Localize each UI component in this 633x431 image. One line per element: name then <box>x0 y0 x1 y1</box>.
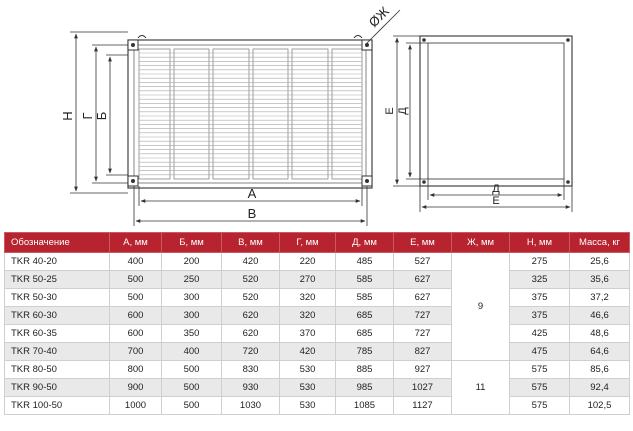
table-cell: 575 <box>510 397 570 415</box>
table-cell: 37,2 <box>570 289 630 307</box>
table-cell: 785 <box>336 343 394 361</box>
table-cell: 827 <box>394 343 452 361</box>
cell-designation: TKR 60-30 <box>5 307 110 325</box>
table-cell: 930 <box>222 379 280 397</box>
cell-designation: TKR 50-25 <box>5 271 110 289</box>
header-zh: Ж, мм <box>452 233 510 253</box>
header-n: Н, мм <box>510 233 570 253</box>
label-G: Г <box>80 112 95 120</box>
table-cell: 48,6 <box>570 325 630 343</box>
label-V: В <box>247 206 257 221</box>
table-cell: 220 <box>280 253 336 271</box>
table-row <box>5 343 630 361</box>
table-cell: 200 <box>162 253 222 271</box>
table-row <box>5 307 630 325</box>
table-cell: 500 <box>162 379 222 397</box>
header-d: Д, мм <box>336 233 394 253</box>
label-A: А <box>247 186 257 201</box>
table-cell: 420 <box>222 253 280 271</box>
table-cell: 600 <box>110 325 162 343</box>
table-cell: 627 <box>394 289 452 307</box>
table-row <box>5 397 630 415</box>
cell-designation: TKR 70-40 <box>5 343 110 361</box>
table-cell: 250 <box>162 271 222 289</box>
table-cell: 800 <box>110 361 162 379</box>
table-cell: 520 <box>222 271 280 289</box>
table-row <box>5 271 630 289</box>
table-cell: 1030 <box>222 397 280 415</box>
table-row <box>5 361 630 379</box>
table-header-row <box>5 233 630 253</box>
table-cell: 527 <box>394 253 452 271</box>
header-designation: Обозначение <box>5 233 110 253</box>
table-cell: 485 <box>336 253 394 271</box>
table-cell: 627 <box>394 271 452 289</box>
table-cell: 600 <box>110 307 162 325</box>
table-cell: 620 <box>222 325 280 343</box>
table-cell: 885 <box>336 361 394 379</box>
frame-side-view <box>420 36 572 186</box>
table-cell: 530 <box>280 361 336 379</box>
table-cell: 575 <box>510 379 570 397</box>
header-mass: Масса, кг <box>570 233 630 253</box>
table-cell: 270 <box>280 271 336 289</box>
table-cell: 46,6 <box>570 307 630 325</box>
dimension-lines-front <box>70 10 400 226</box>
header-v: В, мм <box>222 233 280 253</box>
table-cell: 530 <box>280 397 336 415</box>
table-cell: 575 <box>510 361 570 379</box>
table-cell: 500 <box>110 289 162 307</box>
label-D-side: Д <box>397 107 409 115</box>
table-cell: 92,4 <box>570 379 630 397</box>
table-cell: 620 <box>222 307 280 325</box>
table-cell: 727 <box>394 325 452 343</box>
table-cell: 275 <box>510 253 570 271</box>
label-E-side: Е <box>384 107 396 115</box>
table-cell: 585 <box>336 271 394 289</box>
table-row <box>5 253 630 271</box>
table-cell: 370 <box>280 325 336 343</box>
table-cell: 475 <box>510 343 570 361</box>
table-cell: 425 <box>510 325 570 343</box>
table-cell: 720 <box>222 343 280 361</box>
table-cell: 25,6 <box>570 253 630 271</box>
table-cell: 300 <box>162 307 222 325</box>
table-row <box>5 289 630 307</box>
specification-table <box>4 232 630 415</box>
cell-designation: TKR 50-30 <box>5 289 110 307</box>
table-cell: 300 <box>162 289 222 307</box>
table-cell: 685 <box>336 307 394 325</box>
table-cell: 102,5 <box>570 397 630 415</box>
table-cell: 1000 <box>110 397 162 415</box>
table-row <box>5 379 630 397</box>
cell-designation: TKR 60-35 <box>5 325 110 343</box>
cell-zh-merged: 9 <box>452 253 510 361</box>
table-cell: 400 <box>110 253 162 271</box>
header-a: А, мм <box>110 233 162 253</box>
table-cell: 830 <box>222 361 280 379</box>
header-e: Е, мм <box>394 233 452 253</box>
table-cell: 927 <box>394 361 452 379</box>
table-cell: 1027 <box>394 379 452 397</box>
table-cell: 375 <box>510 289 570 307</box>
table-cell: 585 <box>336 289 394 307</box>
table-cell: 727 <box>394 307 452 325</box>
table-cell: 375 <box>510 307 570 325</box>
header-g: Г, мм <box>280 233 336 253</box>
cell-designation: TKR 40-20 <box>5 253 110 271</box>
table-cell: 35,6 <box>570 271 630 289</box>
table-cell: 500 <box>110 271 162 289</box>
cell-designation: TKR 80-50 <box>5 361 110 379</box>
label-D-bottom: Д <box>492 183 500 195</box>
table-cell: 325 <box>510 271 570 289</box>
table-cell: 530 <box>280 379 336 397</box>
table-cell: 320 <box>280 307 336 325</box>
cell-designation: TKR 100-50 <box>5 397 110 415</box>
grille-front-view <box>128 36 372 189</box>
table-cell: 420 <box>280 343 336 361</box>
table-cell: 1085 <box>336 397 394 415</box>
table-cell: 685 <box>336 325 394 343</box>
table-cell: 320 <box>280 289 336 307</box>
table-cell: 64,6 <box>570 343 630 361</box>
table-cell: 900 <box>110 379 162 397</box>
table-cell: 520 <box>222 289 280 307</box>
cell-designation: TKR 90-50 <box>5 379 110 397</box>
label-E-bottom: Е <box>492 195 500 207</box>
table-row <box>5 325 630 343</box>
header-b: Б, мм <box>162 233 222 253</box>
table-cell: 500 <box>162 361 222 379</box>
table-cell: 1127 <box>394 397 452 415</box>
label-H: Н <box>60 111 75 121</box>
label-B-height: Б <box>94 111 109 121</box>
cell-zh-merged: 11 <box>452 361 510 415</box>
table-cell: 700 <box>110 343 162 361</box>
table-cell: 985 <box>336 379 394 397</box>
table-cell: 500 <box>162 397 222 415</box>
table-cell: 350 <box>162 325 222 343</box>
label-diameter: ØЖ <box>365 3 392 30</box>
table-cell: 400 <box>162 343 222 361</box>
table-cell: 85,6 <box>570 361 630 379</box>
